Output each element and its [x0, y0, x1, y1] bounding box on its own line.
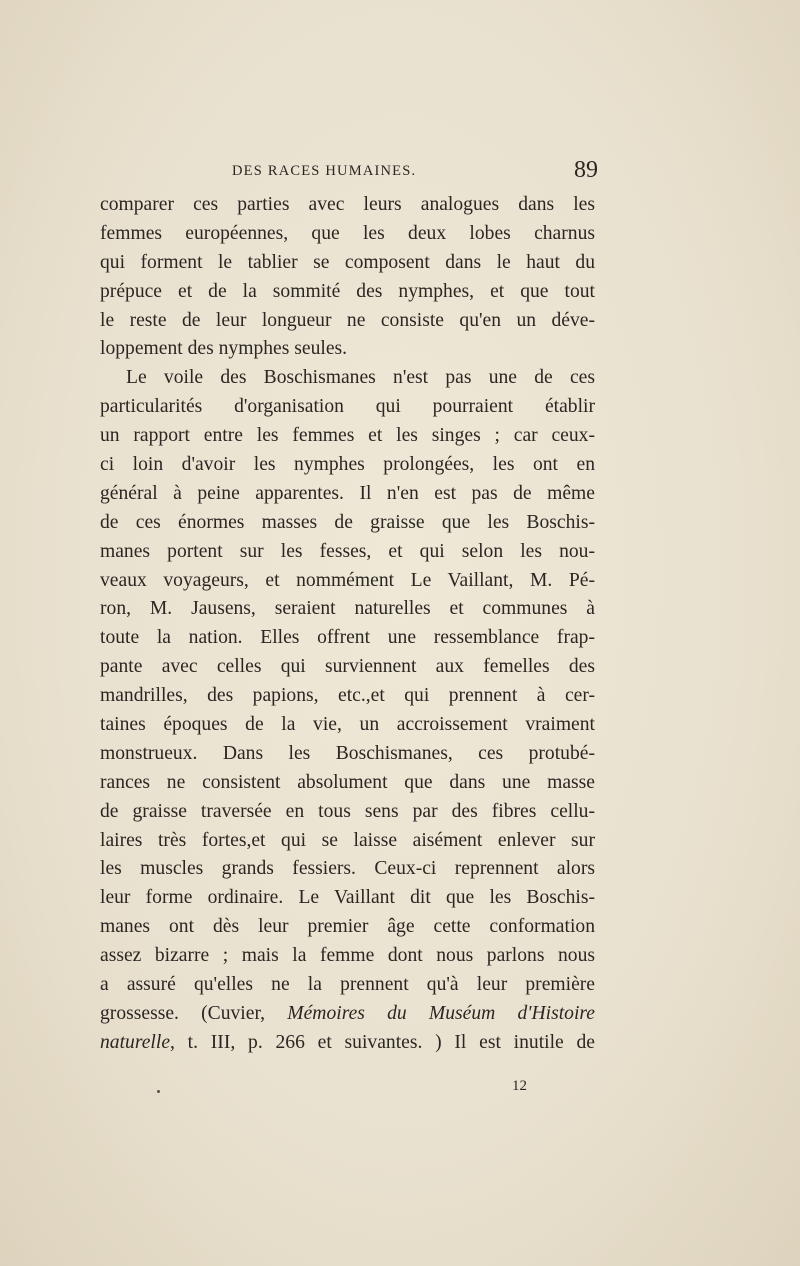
running-head [100, 157, 598, 187]
text-line: particularités d'organisation qui pourraient établir [100, 396, 595, 418]
text-line: pante avec celles qui surviennent aux femelles des [100, 656, 595, 678]
text-line: manes ont dès leur premier âge cette conformation [100, 916, 595, 938]
text-line: de graisse traversée en tous sens par des fibres cellu- [100, 800, 595, 822]
body-text [100, 191, 595, 1058]
text-line: toute la nation. Elles offrent une ressemblance frap- [100, 627, 595, 649]
citation-pre: grossesse. (Cuvier, [100, 1002, 288, 1024]
text-line: veaux voyageurs, et nommément Le Vaillant, M. Pé- [100, 569, 595, 591]
text-line: un rapport entre les femmes et les singes ; car ceux- [100, 425, 595, 447]
text-line: laires très fortes,et qui se laisse aisément enlever sur [100, 829, 595, 851]
text-line: rances ne consistent absolument que dans une masse [100, 771, 595, 793]
text-line: mandrilles, des papions, etc.,et qui prennent à cer- [100, 685, 595, 707]
text-line: prépuce et de la sommité des nymphes, et que tout [100, 280, 595, 302]
text-line: les muscles grands fessiers. Ceux-ci reprennent alors [100, 858, 595, 880]
running-title: DES RACES HUMAINES. [232, 163, 417, 179]
text-line: monstrueux. Dans les Boschismanes, ces protubé- [100, 742, 595, 764]
text-line-citation [100, 1000, 595, 1029]
text-line: loppement des nymphes seules. [100, 338, 348, 360]
text-line: général à peine apparentes. Il n'en est pas de même [100, 482, 595, 504]
citation-italic: Mémoires du Muséum d'Histoire [287, 1002, 595, 1024]
text-line: Le voile des Boschismanes n'est pas une de ces [126, 367, 595, 389]
text-line: manes portent sur les fesses, et qui selon les nou- [100, 540, 595, 562]
text-line-citation [100, 1029, 595, 1058]
text-line: taines époques de la vie, un accroissement vraiment [100, 714, 595, 736]
text-line: assez bizarre ; mais la femme dont nous parlons nous [100, 945, 595, 967]
text-line: leur forme ordinaire. Le Vaillant dit que les Boschis- [100, 887, 595, 909]
ink-speck [157, 1090, 160, 1093]
signature-mark: 12 [512, 1078, 527, 1094]
citation-italic: naturelle [100, 1031, 171, 1053]
page-number: 89 [574, 157, 598, 183]
text-line: comparer ces parties avec leurs analogues dans les [100, 194, 595, 215]
citation-post: , t. III, p. 266 et suivantes. ) Il est inutile de [170, 1031, 595, 1053]
text-line: ci loin d'avoir les nymphes prolongées, les ont en [100, 454, 595, 476]
text-line: le reste de leur longueur ne consiste qu'en un déve- [100, 309, 595, 331]
text-line: de ces énormes masses de graisse que les Boschis- [100, 511, 595, 533]
text-line: qui forment le tablier se composent dans le haut du [100, 251, 595, 273]
text-line: femmes européennes, que les deux lobes charnus [100, 222, 595, 244]
text-line: a assuré qu'elles ne la prennent qu'à leur première [100, 974, 595, 996]
text-line: ron, M. Jausens, seraient naturelles et communes à [100, 598, 595, 620]
